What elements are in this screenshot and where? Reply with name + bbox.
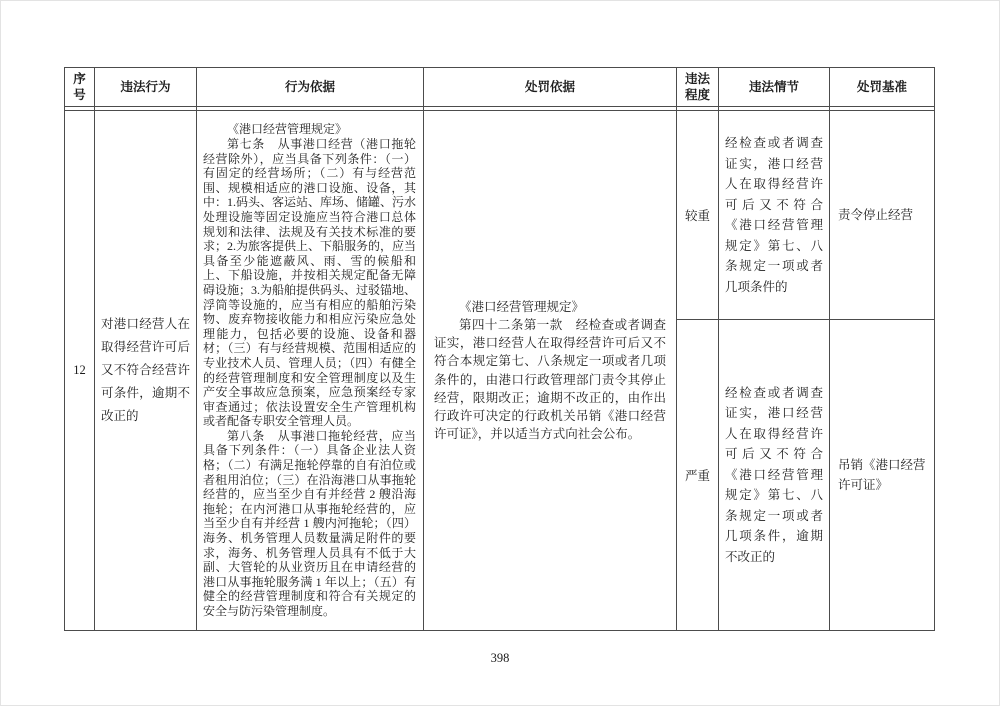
- act-basis-title: 《港口经营管理规定》: [227, 122, 348, 137]
- cell-degree-moderate: 较重: [677, 111, 719, 320]
- penalty-standards-table: [64, 67, 935, 631]
- table-header-row: [65, 68, 935, 107]
- col-header-act-basis: 行为依据: [197, 68, 424, 107]
- act-basis-article-7: 第七条 从事港口经营（港口拖轮经营除外），应当具备下列条件：（一）有固定的经营场所；（二）有与经营范围、规模相适应的港口设施、设备，其中：1.码头、客运站、库场、储罐、污水处理设施等固定设施应当符合港口总体规划和法律、法规及有关技术标准的要求；2.为旅客提供上、下船服务的，应当具备至少能遮蔽风、雨、雪的候船和上、下船设施，并按相关规定配备无障碍设施；3.为船舶提供码头、过驳锚地、浮筒等设施的，应当有相应的船舶污染物、废弃物接收能力和相应污染应急处理能力，包括必要的设施、设备和器材；（三）有与经营规模、范围相适应的专业技术人员、管理人员；（四）有健全的经营管理制度和安全管理制度以及生产安全事故应急预案，应急预案经专家审查通过；依法设置安全生产管理机构或者配备专职安全管理人员。: [203, 137, 417, 429]
- page-number: 398: [490, 651, 510, 665]
- cell-standard-severe: 吊销《港口经营许可证》: [830, 320, 935, 631]
- cell-act-basis: [197, 111, 424, 631]
- cell-serial-number: 12: [65, 111, 95, 631]
- act-basis-article-8: 第八条 从事港口拖轮经营，应当具备下列条件：（一）具备企业法人资格；（二）有满足拖轮停靠的自有泊位或者租用泊位；（三）在沿海港口从事拖轮经营的，应当至少自有并经营 2 艘沿海拖轮；在内河港口从事拖轮经营的，应当至少自有并经营 1 艘内河拖轮；（四）海务、机务管理人员数量满足附件的要求，海务、机务管理人员具有不低于大副、大管轮的从业资历且在申请经营的港口从事拖轮服务满 1 年以上；（五）有健全的经营管理制度和符合有关规定的安全与防污染管理制度。: [203, 428, 416, 618]
- col-header-illegal-act: 违法行为: [95, 68, 197, 107]
- col-header-violation-degree: 违法程度: [677, 68, 719, 107]
- cell-degree-severe: 严重: [677, 320, 719, 631]
- cell-standard-moderate: 责令停止经营: [830, 111, 935, 320]
- col-header-penalty-standard: 处罚基准: [830, 68, 935, 107]
- cell-illegal-act: 对港口经营人在取得经营许可后又不符合经营许可条件，逾期不改正的: [95, 111, 197, 631]
- penalty-basis-title: 《港口经营管理规定》: [459, 299, 585, 314]
- cell-circumstance-severe: 经检查或者调查证实，港口经营人在取得经营许可后又不符合《港口经营管理规定》第七、八条规定一项或者几项条件，逾期不改正的: [719, 320, 830, 631]
- col-header-penalty-basis: 处罚依据: [424, 68, 677, 107]
- col-header-serial-number: 序号: [65, 68, 95, 107]
- table-row: [65, 111, 935, 320]
- col-header-violation-circumstances: 违法情节: [719, 68, 830, 107]
- penalty-basis-article-42: 第四十二条第一款 经检查或者调查证实，港口经营人在取得经营许可后又不符合本规定第七、八条规定一项或者几项条件的，由港口行政管理部门责令其停止经营，限期改正；逾期不改正的，由作出行政许可决定的行政机关吊销《港口经营许可证》，并以适当方式向社会公布。: [434, 317, 666, 442]
- cell-penalty-basis: [424, 111, 677, 631]
- cell-circumstance-moderate: 经检查或者调查证实，港口经营人在取得经营许可后又不符合《港口经营管理规定》第七、八条规定一项或者几项条件的: [719, 111, 830, 320]
